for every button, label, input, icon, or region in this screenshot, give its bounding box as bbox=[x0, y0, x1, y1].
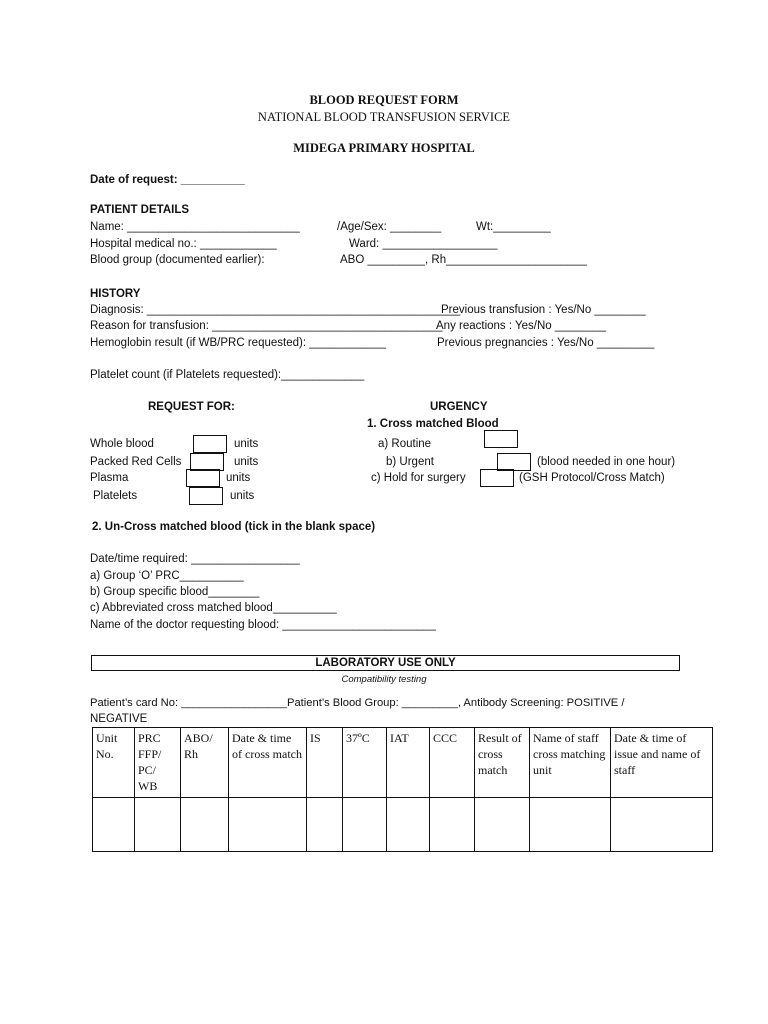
datetime-required-field: Date/time required: _________________ bbox=[90, 553, 300, 565]
col-issue: Date & time of issue and name of staff bbox=[611, 728, 713, 798]
plasma-units-box bbox=[186, 469, 220, 487]
col-37c: 37ºC bbox=[343, 728, 387, 798]
cell-date-time[interactable] bbox=[229, 798, 307, 852]
platelets-units-box bbox=[189, 487, 223, 505]
platelets-units-label: units bbox=[230, 490, 255, 502]
cell-prc[interactable] bbox=[135, 798, 181, 852]
col-iat: IAT bbox=[387, 728, 430, 798]
doctor-name-field: Name of the doctor requesting blood: ________________________ bbox=[90, 619, 436, 631]
cell-37c[interactable] bbox=[343, 798, 387, 852]
medical-no-field: Hospital medical no.: ____________ bbox=[90, 238, 277, 250]
abo-rh-field: ABO _________, Rh______________________ bbox=[340, 254, 587, 266]
diagnosis-field: Diagnosis: _________________________________________________ bbox=[90, 304, 461, 316]
negative-label: NEGATIVE bbox=[90, 713, 148, 725]
date-of-request: Date of request: __________ bbox=[90, 174, 245, 186]
table-header-row bbox=[93, 728, 713, 798]
cell-abo-rh[interactable] bbox=[181, 798, 229, 852]
whole-blood-units-box bbox=[193, 435, 227, 453]
col-is: IS bbox=[307, 728, 343, 798]
col-unit-no: Unit No. bbox=[93, 728, 135, 798]
col-result: Result of cross match bbox=[475, 728, 530, 798]
form-title: BLOOD REQUEST FORM bbox=[309, 93, 459, 107]
col-ccc: CCC bbox=[430, 728, 475, 798]
urgent-note: (blood needed in one hour) bbox=[537, 456, 676, 468]
urgent-option: b) Urgent bbox=[386, 456, 434, 468]
uncross-heading: 2. Un-Cross matched blood (tick in the blank space) bbox=[92, 521, 376, 533]
service-name: NATIONAL BLOOD TRANSFUSION SERVICE bbox=[257, 110, 511, 124]
request-for-heading: REQUEST FOR: bbox=[148, 401, 235, 413]
request-item-platelets: Platelets bbox=[93, 490, 138, 502]
col-staff-name: Name of staff cross matching unit bbox=[530, 728, 611, 798]
plasma-units-label: units bbox=[226, 472, 251, 484]
ward-field: Ward: __________________ bbox=[349, 238, 498, 250]
whole-blood-units-label: units bbox=[234, 438, 259, 450]
group-specific-field: b) Group specific blood________ bbox=[90, 586, 260, 598]
hold-note: (GSH Protocol/Cross Match) bbox=[519, 472, 665, 484]
compatibility-testing-label: Compatibility testing bbox=[341, 674, 427, 685]
lab-use-only-heading: LABORATORY USE ONLY bbox=[315, 657, 456, 669]
col-prc: PRC FFP/ PC/ WB bbox=[135, 728, 181, 798]
cell-result[interactable] bbox=[475, 798, 530, 852]
cell-issue[interactable] bbox=[611, 798, 713, 852]
abbreviated-field: c) Abbreviated cross matched blood__________ bbox=[90, 602, 337, 614]
hold-option: c) Hold for surgery bbox=[371, 472, 466, 484]
patient-details-heading: PATIENT DETAILS bbox=[90, 204, 190, 216]
hospital-name: MIDEGA PRIMARY HOSPITAL bbox=[293, 141, 475, 155]
group-o-field: a) Group ‘O’ PRC__________ bbox=[90, 570, 244, 582]
cell-is[interactable] bbox=[307, 798, 343, 852]
urgency-heading: URGENCY bbox=[430, 401, 488, 413]
previous-transfusion-field: Previous transfusion : Yes/No ________ bbox=[441, 304, 646, 316]
cell-iat[interactable] bbox=[387, 798, 430, 852]
any-reactions-field: Any reactions : Yes/No ________ bbox=[436, 320, 607, 332]
packed-red-cells-units-label: units bbox=[234, 456, 259, 468]
hemoglobin-field: Hemoglobin result (if WB/PRC requested): ____________ bbox=[90, 337, 386, 349]
weight-field: Wt:_________ bbox=[476, 221, 551, 233]
cell-unit-no[interactable] bbox=[93, 798, 135, 852]
blood-group-label: Blood group (documented earlier): bbox=[90, 254, 265, 266]
patient-name-field: Name: ___________________________ bbox=[90, 221, 300, 233]
previous-pregnancies-field: Previous pregnancies : Yes/No _________ bbox=[437, 337, 655, 349]
cell-ccc[interactable] bbox=[430, 798, 475, 852]
cell-staff[interactable] bbox=[530, 798, 611, 852]
cross-matched-heading: 1. Cross matched Blood bbox=[367, 418, 499, 430]
hold-box bbox=[480, 469, 514, 487]
history-heading: HISTORY bbox=[90, 288, 141, 300]
col-date-time-cross-match: Date & time of cross match bbox=[229, 728, 307, 798]
request-item-packed-red-cells: Packed Red Cells bbox=[90, 456, 182, 468]
table-row bbox=[93, 798, 713, 852]
compatibility-table bbox=[92, 727, 713, 852]
reason-field: Reason for transfusion: ____________________________________ bbox=[90, 320, 443, 332]
col-abo-rh: ABO/ Rh bbox=[181, 728, 229, 798]
request-item-whole-blood: Whole blood bbox=[90, 438, 154, 450]
platelet-count-field: Platelet count (if Platelets requested):_____________ bbox=[90, 369, 365, 381]
age-sex-field: /Age/Sex: ________ bbox=[337, 221, 442, 233]
patient-card-line: Patient’s card No: _________________Patient’s Blood Group: _________, Antibody Screening: POSITIVE / bbox=[90, 697, 625, 709]
request-item-plasma: Plasma bbox=[90, 472, 129, 484]
routine-box bbox=[484, 430, 518, 448]
routine-option: a) Routine bbox=[378, 438, 432, 450]
